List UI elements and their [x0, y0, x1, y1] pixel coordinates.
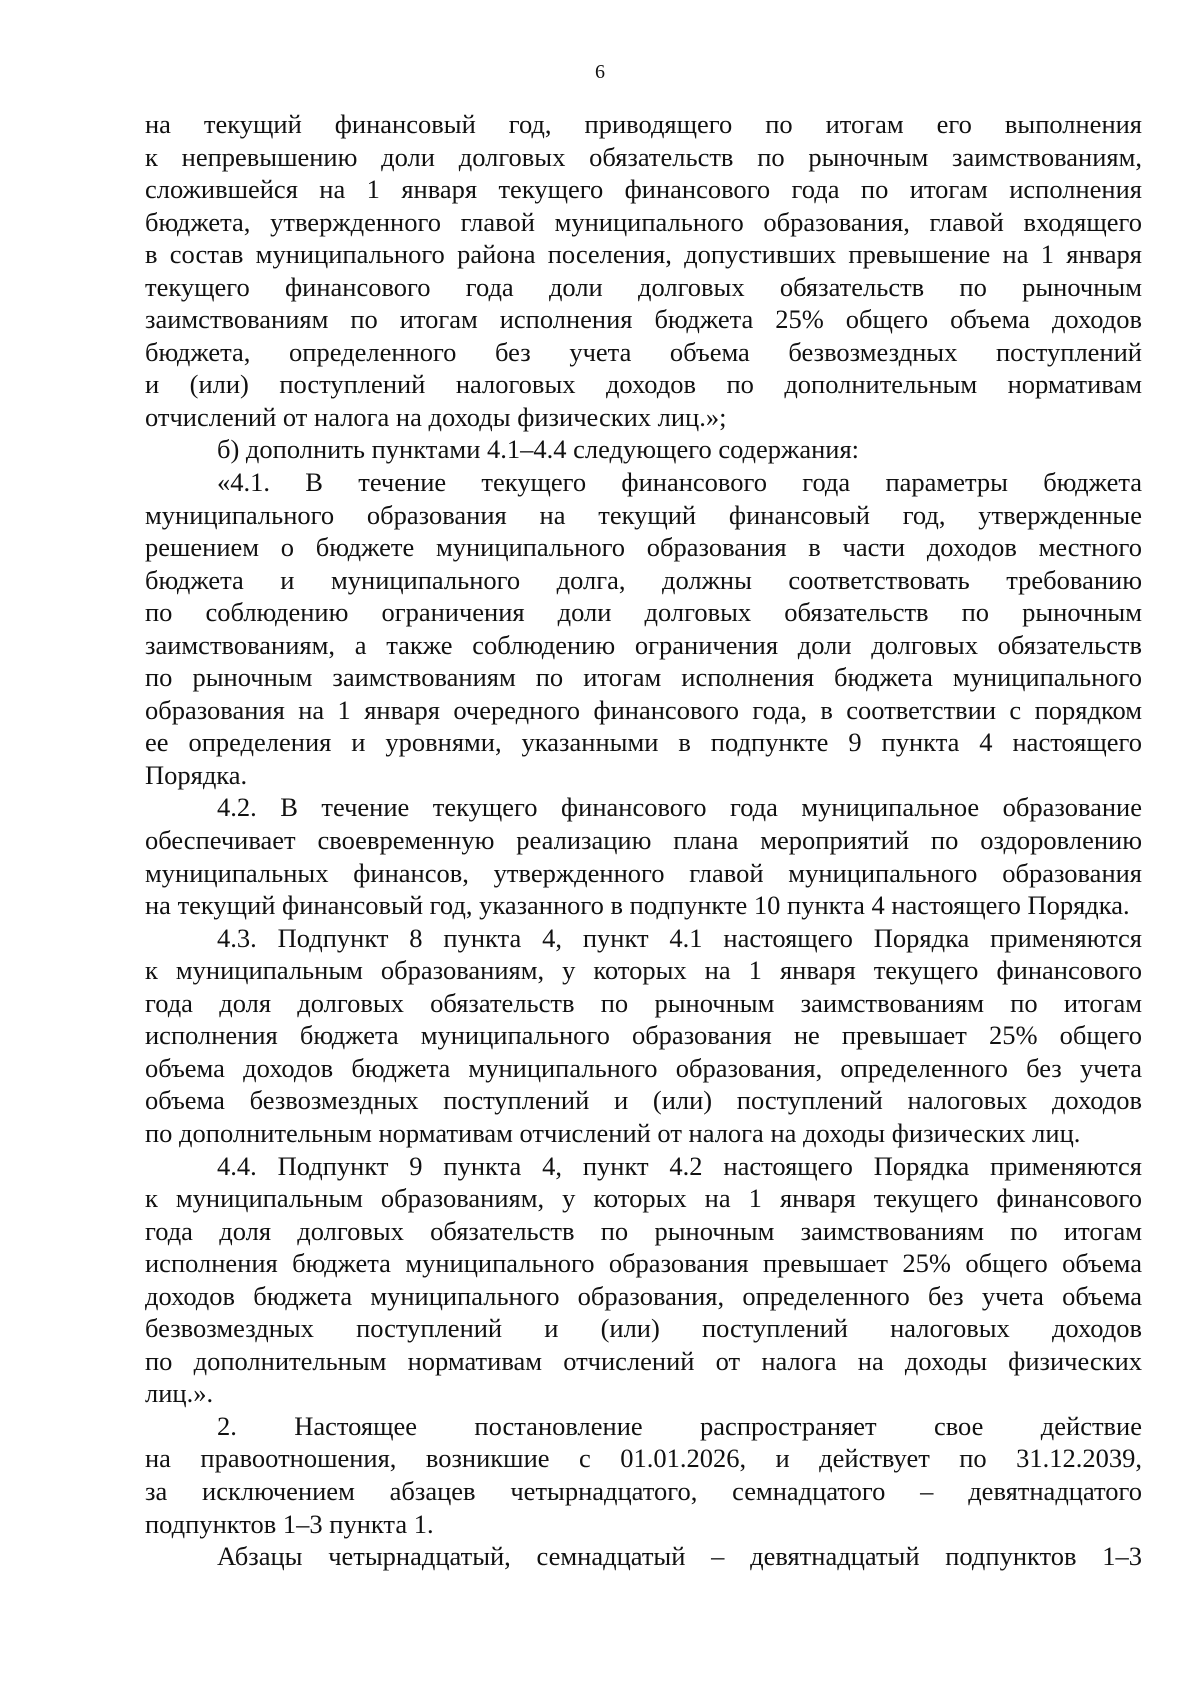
- text-line: объема безвозмездных поступлений и (или) поступлений налоговых доходов: [145, 1085, 1142, 1116]
- text-line: доходов бюджета муниципального образования, определенного без учета объема: [145, 1280, 1142, 1311]
- text-line: 4.2. В течение текущего финансового года муниципальное образование: [217, 792, 1142, 823]
- text-line: 4.3. Подпункт 8 пункта 4, пункт 4.1 настоящего Порядка применяются: [217, 922, 1142, 953]
- text-line: исполнения бюджета муниципального образования не превышает 25% общего: [145, 1020, 1142, 1051]
- text-line: по рыночным заимствованиям по итогам исполнения бюджета муниципального: [145, 662, 1142, 693]
- text-line: отчислений от налога на доходы физических лиц.»;: [145, 401, 727, 432]
- text-line: обеспечивает своевременную реализацию плана мероприятий по оздоровлению: [145, 825, 1142, 856]
- text-line: бюджета, определенного без учета объема безвозмездных поступлений: [145, 336, 1142, 367]
- text-line: лиц.».: [145, 1378, 214, 1409]
- text-line: муниципального образования на текущий финансовый год, утвержденные: [145, 499, 1142, 530]
- text-line: образования на 1 января очередного финансового года, в соответствии с порядком: [145, 694, 1142, 725]
- text-line: на правоотношения, возникшие с 01.01.2026, и действует по 31.12.2039,: [145, 1443, 1142, 1474]
- page-number: 6: [595, 61, 605, 83]
- text-line: заимствованиям по итогам исполнения бюджета 25% общего объема доходов: [145, 304, 1142, 335]
- text-line: исполнения бюджета муниципального образования превышает 25% общего объема: [145, 1248, 1142, 1279]
- text-line: года доля долговых обязательств по рыночным заимствованиям по итогам: [145, 1215, 1142, 1246]
- text-line: объема доходов бюджета муниципального образования, определенного без учета: [145, 1052, 1142, 1083]
- text-line: на текущий финансовый год, приводящего по итогам его выполнения: [145, 109, 1142, 139]
- text-line: и (или) поступлений налоговых доходов по дополнительным нормативам: [145, 369, 1142, 400]
- text-line: на текущий финансовый год, указанного в подпункте 10 пункта 4 настоящего Порядка.: [145, 890, 1130, 921]
- text-line: к муниципальным образованиям, у которых на 1 января текущего финансового: [145, 1183, 1142, 1214]
- text-line: по дополнительным нормативам отчислений от налога на доходы физических: [145, 1345, 1142, 1376]
- text-line: за исключением абзацев четырнадцатого, семнадцатого – девятнадцатого: [145, 1475, 1142, 1506]
- text-line: бюджета, утвержденного главой муниципального образования, главой входящего: [145, 206, 1142, 237]
- text-line: Порядка.: [145, 759, 248, 790]
- text-line: «4.1. В течение текущего финансового года параметры бюджета: [217, 467, 1142, 498]
- text-line: сложившейся на 1 января текущего финансового года по итогам исполнения: [145, 174, 1142, 205]
- text-line: 2. Настоящее постановление распространяет свое действие: [217, 1410, 1142, 1441]
- text-line: подпунктов 1–3 пункта 1.: [145, 1508, 434, 1539]
- text-line: года доля долговых обязательств по рыночным заимствованиям по итогам: [145, 987, 1142, 1018]
- text-line: ее определения и уровнями, указанными в подпункте 9 пункта 4 настоящего: [145, 727, 1142, 758]
- text-line: муниципальных финансов, утвержденного главой муниципального образования: [145, 857, 1142, 888]
- text-line: Абзацы четырнадцатый, семнадцатый – девятнадцатый подпунктов 1–3: [217, 1541, 1142, 1572]
- text-line: текущего финансового года доли долговых обязательств по рыночным: [145, 271, 1142, 302]
- text-line: по соблюдению ограничения доли долговых обязательств по рыночным: [145, 597, 1142, 628]
- text-line: 4.4. Подпункт 9 пункта 4, пункт 4.2 настоящего Порядка применяются: [217, 1150, 1142, 1181]
- document-body: [145, 108, 1142, 1573]
- text-line: в состав муниципального района поселения, допустивших превышение на 1 января: [145, 239, 1142, 270]
- text-line: заимствованиям, а также соблюдению ограничения доли долговых обязательств: [145, 629, 1142, 660]
- text-line: бюджета и муниципального долга, должны соответствовать требованию: [145, 564, 1142, 595]
- text-line: безвозмездных поступлений и (или) поступлений налоговых доходов: [145, 1313, 1142, 1344]
- text-line: к муниципальным образованиям, у которых на 1 января текущего финансового: [145, 955, 1142, 986]
- text-line: б) дополнить пунктами 4.1–4.4 следующего содержания:: [217, 434, 860, 465]
- text-line: решением о бюджете муниципального образования в части доходов местного: [145, 532, 1142, 563]
- text-line: к непревышению доли долговых обязательств по рыночным заимствованиям,: [145, 141, 1142, 172]
- text-line: по дополнительным нормативам отчислений от налога на доходы физических лиц.: [145, 1117, 1081, 1148]
